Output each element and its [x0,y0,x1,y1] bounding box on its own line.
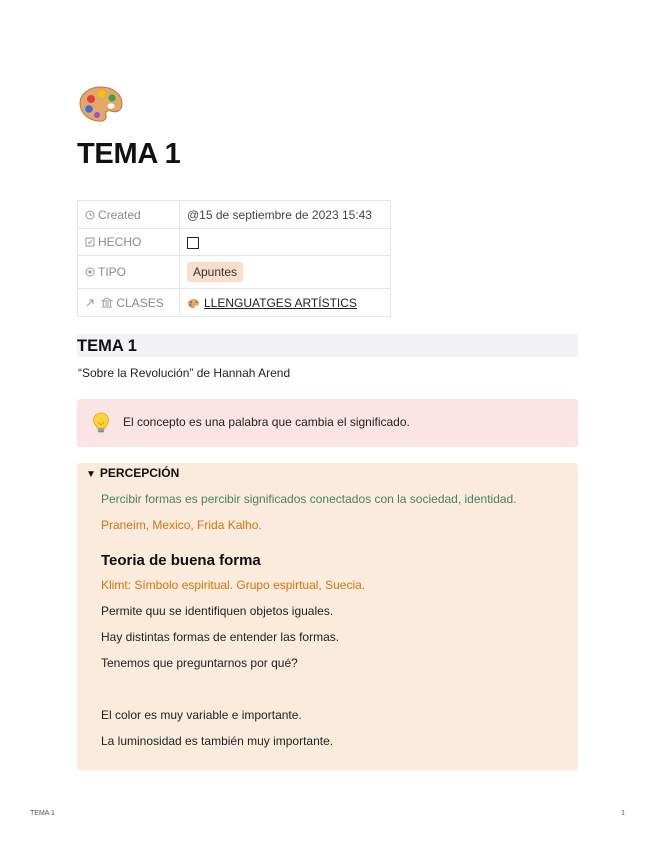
properties-table [77,200,391,317]
toggle-header[interactable] [86,466,179,480]
property-name: Created [98,207,141,222]
building-icon [101,297,113,308]
clases-relation-link[interactable] [187,296,357,310]
property-name: HECHO [98,235,142,249]
triangle-down-icon: ▼ [86,469,96,480]
toggle-text-line: La luminosidad es también muy importante. [101,734,334,748]
toggle-text-line: Permite quu se identifiquen objetos iguales. [101,604,334,618]
tipo-tag[interactable]: Apuntes [187,262,243,282]
page-title: TEMA 1 [77,138,181,170]
property-name: CLASES [116,295,164,310]
toggle-text-line: Hay distintas formas de entender las formas. [101,630,340,644]
toggle-text-line: Klimt: Símbolo espiritual. Grupo espirtual, Suecia. [101,578,366,592]
created-value: @15 de septiembre de 2023 15:43 [180,201,391,229]
artist-palette-icon [187,298,200,309]
page-number: 1 [621,810,625,817]
property-row-clases [78,289,391,317]
toggle-text-line: Tenemos que preguntarnos por qué? [101,656,298,670]
property-name: TIPO [98,265,127,279]
select-icon [85,267,95,277]
clases-link-text: LLENGUATGES ARTÍSTICS [204,295,357,310]
toggle-text-line: Praneim, Mexico, Frida Kalho. [101,518,262,532]
clock-icon [85,210,95,220]
relation-arrow-icon [85,298,95,308]
artist-palette-icon [78,84,124,124]
toggle-text-line: El color es muy variable e importante. [101,708,302,722]
light-bulb-icon [92,412,110,439]
section-heading: TEMA 1 [77,334,578,357]
subtitle-text: “Sobre la Revolución” de Hannah Arend [78,366,291,380]
property-row-tipo [78,256,391,289]
property-row-hecho [78,229,391,256]
property-row-created [78,201,391,229]
hecho-checkbox[interactable] [187,237,199,249]
footer-title: TEMA 1 [30,810,55,817]
toggle-block-percepcion [77,463,578,770]
callout [77,399,578,447]
toggle-text-line: Percibir formas es percibir significados conectados con la sociedad, identidad. [101,492,517,506]
toggle-subheading: Teoria de buena forma [101,552,261,569]
checkbox-icon [85,237,95,247]
toggle-title: PERCEPCIÓN [99,466,180,480]
callout-text: El concepto es una palabra que cambia el significado. [123,415,410,429]
